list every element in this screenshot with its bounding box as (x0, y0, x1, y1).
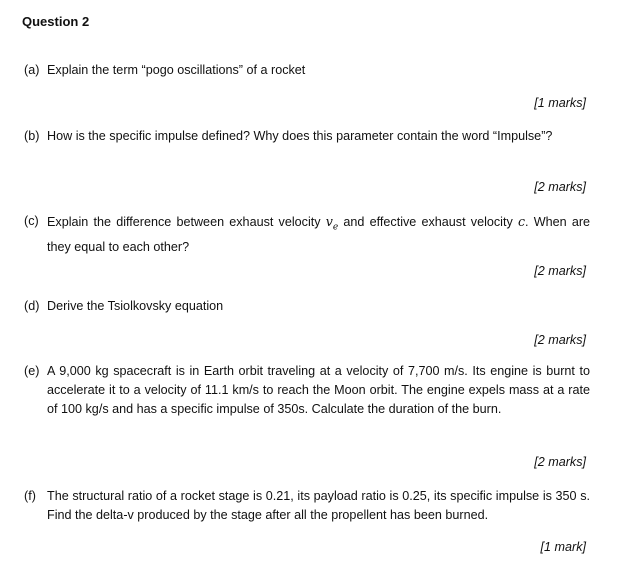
question-label: (e) (24, 364, 40, 378)
marks-c: [2 marks] (534, 264, 586, 278)
exhaust-velocity-symbol: v (325, 214, 333, 229)
marks-d: [2 marks] (534, 333, 586, 347)
question-d (24, 297, 590, 316)
question-label: (a) (24, 63, 40, 77)
question-label: (d) (24, 299, 40, 313)
question-text: How is the specific impulse defined? Why does this parameter contain the word “Impulse”? (47, 129, 553, 143)
text-middle: and effective exhaust velocity (343, 215, 513, 229)
marks-a: [1 marks] (534, 96, 586, 110)
question-a (24, 61, 590, 80)
question-text (47, 212, 590, 257)
question-f (24, 487, 590, 525)
effective-velocity-symbol: c (517, 214, 526, 229)
marks-e: [2 marks] (534, 455, 586, 469)
question-text: Explain the term “pogo oscillations” of a rocket (47, 63, 306, 77)
marks-b: [2 marks] (534, 180, 586, 194)
question-b (24, 127, 590, 146)
question-text: The structural ratio of a rocket stage is 0.21, its payload ratio is 0.25, its specific impulse is 350 s. Find the delta-v produced by the stage after all the propellent has been burned. (47, 489, 590, 522)
question-e (24, 362, 590, 419)
question-text: Derive the Tsiolkovsky equation (47, 299, 224, 313)
question-c (24, 212, 590, 257)
question-title: Question 2 (22, 14, 90, 29)
question-text: A 9,000 kg spacecraft is in Earth orbit traveling at a velocity of 7,700 m/s. Its engine is burnt to accelerate it to a velocity of 11.1 km/s to reach the Moon orbit. The engine expels mass at a rate of 100 kg/s and has a specific impulse of 350s. Calculate the duration of the burn. (47, 364, 590, 416)
question-label: (b) (24, 129, 40, 143)
marks-f: [1 mark] (540, 540, 586, 554)
question-label: (f) (24, 489, 36, 503)
exhaust-velocity-subscript: e (332, 222, 339, 233)
question-label: (c) (24, 214, 39, 228)
text-after: . When are they equal to each other? (47, 215, 591, 254)
text-before: Explain the difference between exhaust velocity (47, 215, 321, 229)
